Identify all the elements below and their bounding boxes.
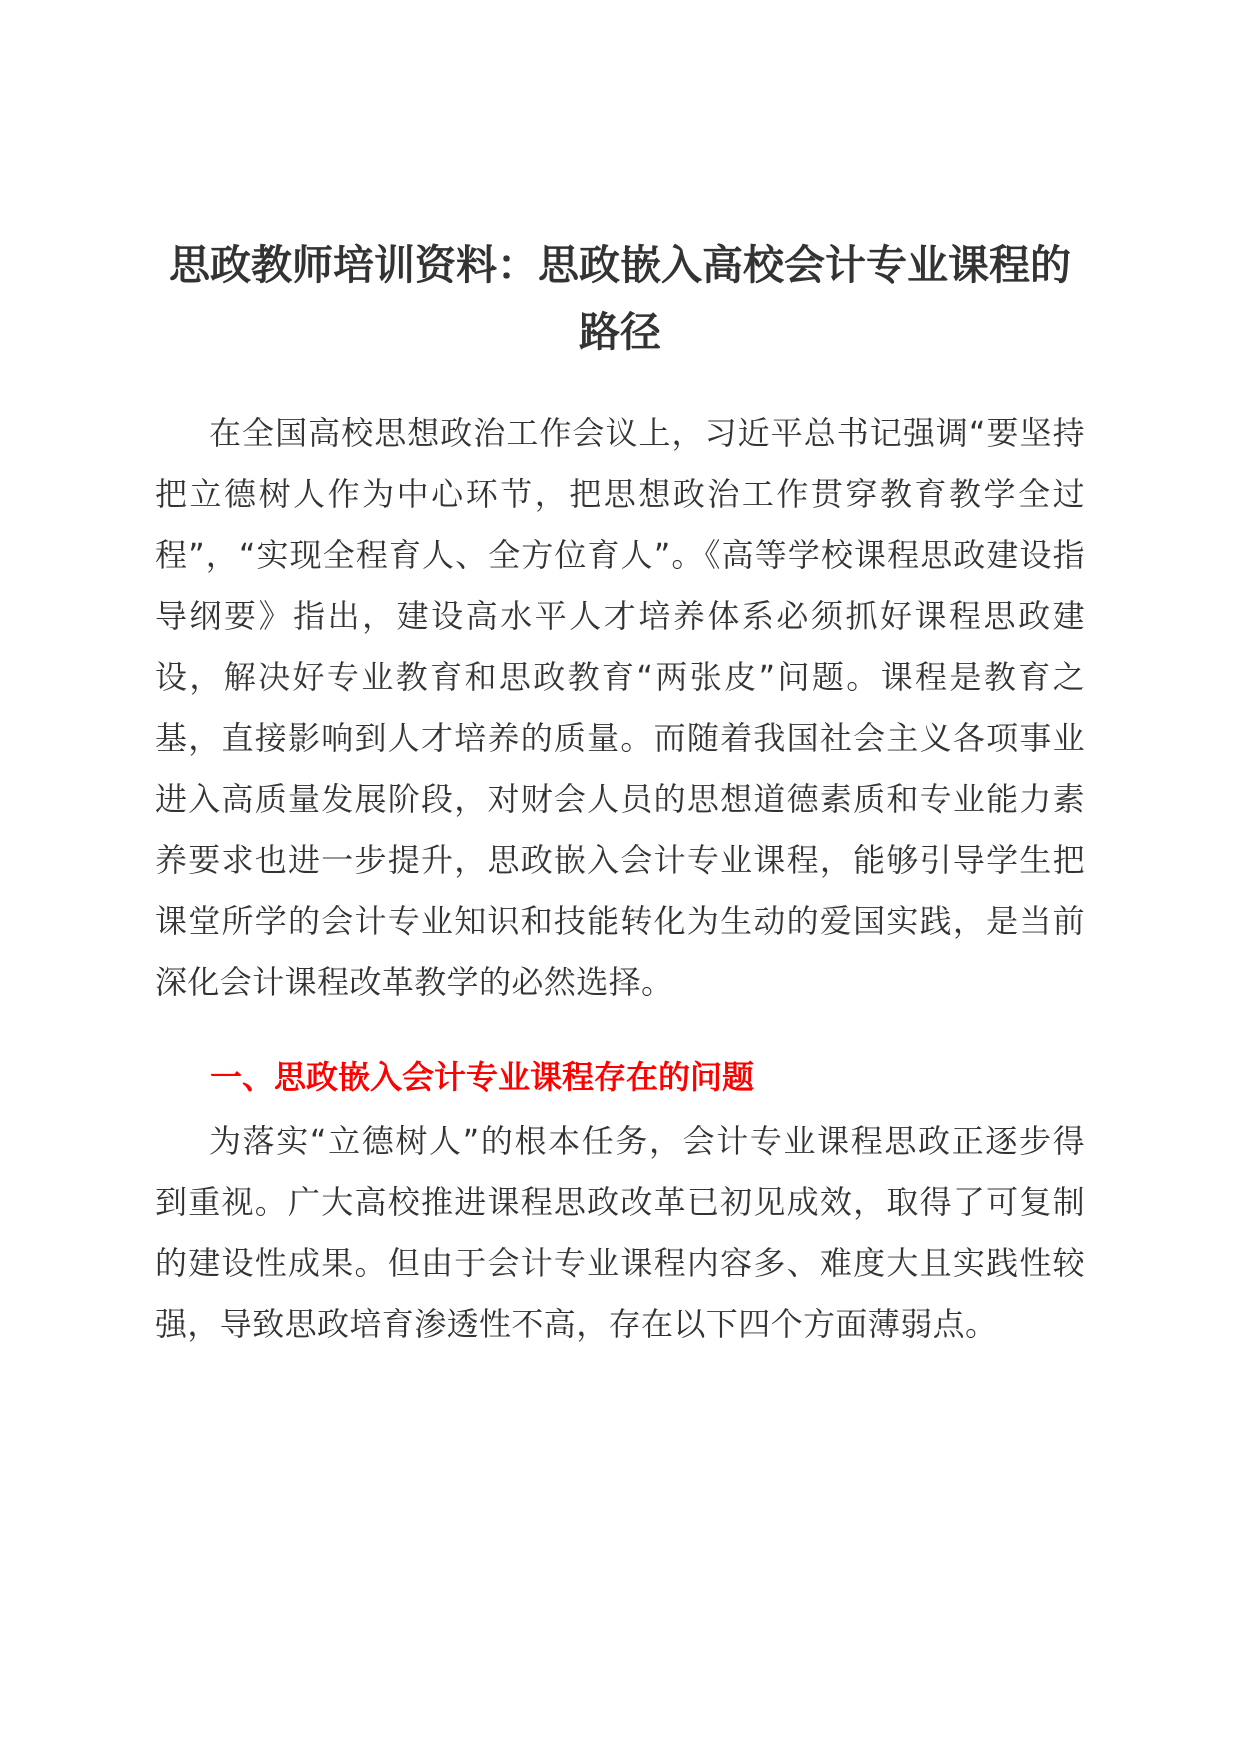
intro-paragraph: 在全国高校思想政治工作会议上，习近平总书记强调“要坚持把立德树人作为中心环节，把思想政治工作贯穿教育教学全过程”，“实现全程育人、全方位育人”。《高等学校课程思政建设指导纲要》指出，建设高水平人才培养体系必须抓好课程思政建设，解决好专业教育和思政教育“两张皮”问题。课程是教育之基，直接影响到人才培养的质量。而随着我国社会主义各项事业进入高质量发展阶段，对财会人员的思想道德素质和专业能力素养要求也进一步提升，思政嵌入会计专业课程，能够引导学生把课堂所学的会计专业知识和技能转化为生动的爱国实践，是当前深化会计课程改革教学的必然选择。 — [155, 414, 1085, 1001]
section-paragraph: 为落实“立德树人”的根本任务，会计专业课程思政正逐步得到重视。广大高校推进课程思政改革已初见成效，取得了可复制的建设性成果。但由于会计专业课程内容多、难度大且实践性较强，导致思政培育渗透性不高，存在以下四个方面薄弱点。 — [155, 1122, 1085, 1343]
document-title: 思政教师培训资料：思政嵌入高校会计专业课程的路径 — [169, 241, 1071, 356]
section-heading: 一、思政嵌入会计专业课程存在的问题 — [210, 1058, 755, 1096]
